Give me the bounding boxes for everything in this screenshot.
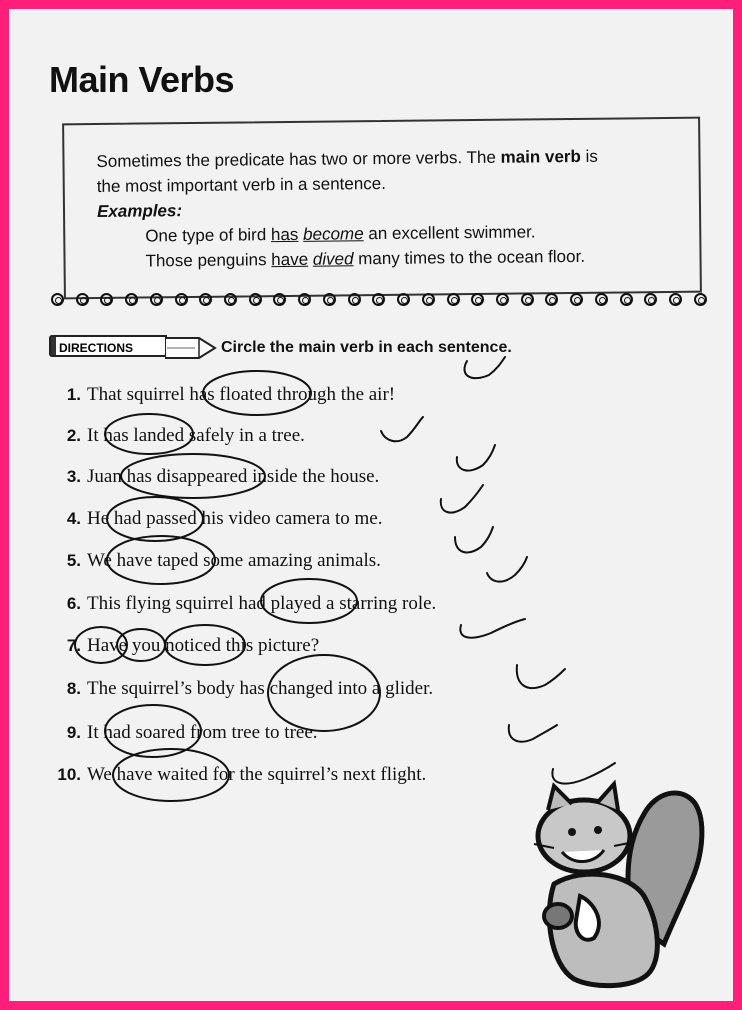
check-mark-icon [455,527,493,552]
handwritten-circle [107,536,215,584]
list-item: 1. That squirrel has floated through the air! [66,384,396,405]
info-line-2: the most important verb in a sentence. [96,173,386,196]
check-mark-icon [517,665,565,688]
handwritten-circle [75,627,127,663]
list-item: 8. The squirrel’s body has changed into a glider. [66,678,434,699]
list-item: 4. He had passed his video camera to me. [66,508,383,529]
list-item: 10. We have waited for the squirrel’s next flight. [57,764,427,785]
handwritten-circle [203,371,311,415]
directions-text: Circle the main verb in each sentence. [221,339,512,356]
list-item: 2. It has landed safely in a tree. [66,425,305,446]
check-mark-icon [457,445,495,471]
handwritten-circle [105,414,193,454]
handwritten-circle [165,625,245,665]
example-1: One type of bird has become an excellent swimmer. [145,222,536,246]
handwritten-circle [107,497,203,541]
check-mark-icon [509,725,557,742]
list-item: 3. Juan has disappeared inside the house. [66,466,380,487]
handwritten-circle [261,579,357,623]
check-mark-icon [487,557,527,582]
list-item: 6. This flying squirrel had played a starring role. [66,593,437,614]
list-item: 9. It had soared from tree to tree. [66,722,318,743]
example-2: Those penguins have dived many times to the ocean floor. [145,246,586,271]
list-item: 7. Have you noticed this picture? [66,635,320,656]
directions-badge: DIRECTIONS [49,335,167,357]
list-item: 5. We have taped some amazing animals. [66,550,381,571]
check-mark-icon [460,619,525,638]
handwritten-circle [113,749,229,801]
page-title: Main Verbs [49,59,235,100]
handwritten-circle [117,629,165,661]
info-line-1: Sometimes the predicate has two or more verbs. The main verb is [96,146,598,171]
handwritten-circle [268,655,380,731]
examples-label: Examples: [96,201,183,221]
check-mark-icon [464,357,505,378]
squirrel-illustration [514,774,714,994]
handwritten-circle [121,454,265,498]
check-mark-icon [381,417,423,441]
worksheet-page [9,9,733,1001]
check-mark-icon [441,485,483,513]
